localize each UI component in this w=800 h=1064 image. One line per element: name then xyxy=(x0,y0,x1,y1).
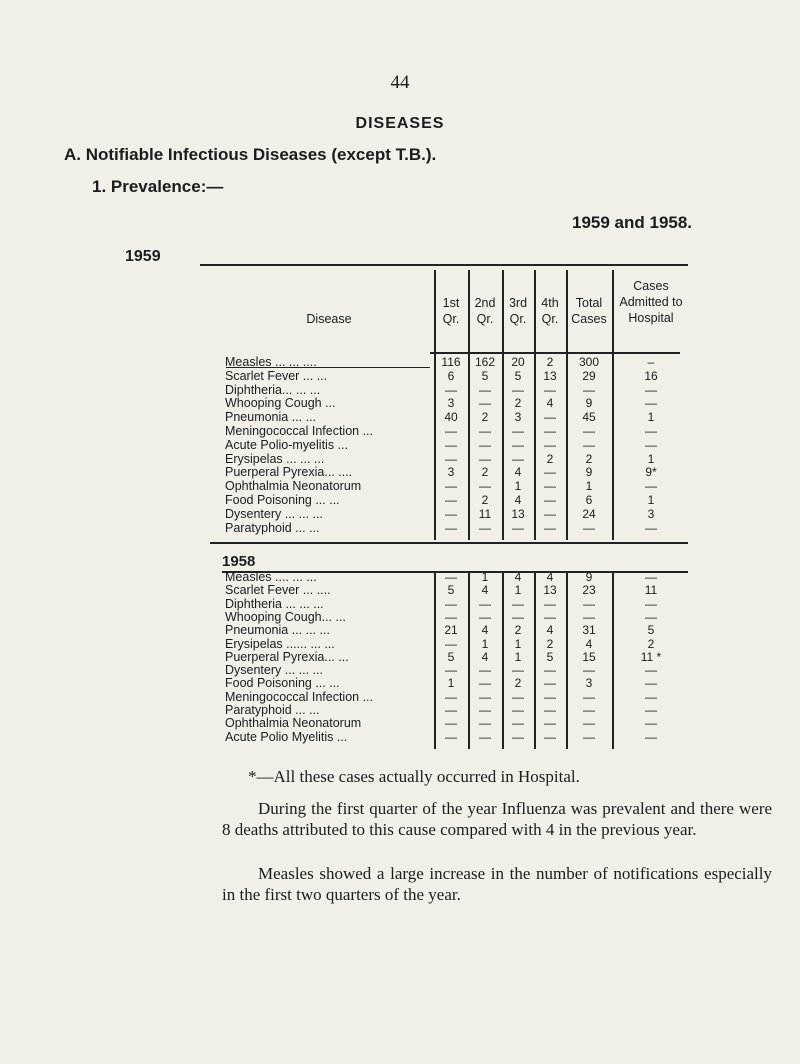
row-1959-hospital: — xyxy=(645,437,657,452)
row-1958-hospital: 5 xyxy=(647,623,655,638)
row-1959-q3: — xyxy=(512,437,524,452)
row-1959-q3: 1 xyxy=(514,479,522,494)
row-1958-hospital: — xyxy=(645,703,657,717)
row-1958-total: 23 xyxy=(582,583,596,598)
row-1959-q4: — xyxy=(544,410,556,425)
row-1958-q4: — xyxy=(544,716,556,731)
row-1959-total: — xyxy=(583,382,595,397)
row-1959-disease: Meningococcal Infection ... xyxy=(225,424,373,438)
row-1959-q1: — xyxy=(445,479,457,494)
row-1958-total: 31 xyxy=(582,623,596,638)
row-1959-total: 2 xyxy=(585,451,593,466)
row-1959-hospital: 1 xyxy=(647,410,655,425)
header-total: Total Cases xyxy=(571,296,607,326)
row-1958-q3: 1 xyxy=(514,636,522,651)
row-1958-q4: 5 xyxy=(546,649,554,664)
years-caption: 1959 and 1958. xyxy=(572,213,693,232)
row-1959-disease: Paratyphoid ... ... xyxy=(225,520,320,535)
row-1959-q2: 2 xyxy=(481,465,489,480)
year-1958-label: 1958 xyxy=(222,553,256,570)
row-1958-q4: — xyxy=(544,609,556,624)
row-1959-hospital: — xyxy=(645,424,657,438)
row-1958-total: 4 xyxy=(585,636,593,651)
row-1958-q1: — xyxy=(445,609,457,624)
row-1959-hospital: 16 xyxy=(644,368,658,383)
row-1959-hospital: — xyxy=(645,479,657,494)
row-1958-q3: — xyxy=(512,729,524,744)
row-1958-q3: — xyxy=(512,663,524,678)
row-1959-q2: 162 xyxy=(474,355,496,369)
row-1959-q3: 13 xyxy=(511,506,525,521)
row-1958-q4: 4 xyxy=(546,623,554,638)
row-1958-disease: Diphtheria ... ... ... xyxy=(225,596,324,611)
row-1959-disease: Scarlet Fever ... ... xyxy=(225,368,328,383)
row-1958-q2: — xyxy=(479,716,491,731)
row-1958-total: 9 xyxy=(585,570,593,584)
row-1959-q1: — xyxy=(445,437,457,452)
row-1958-total: 3 xyxy=(585,676,593,691)
row-1959-q4: 2 xyxy=(546,355,554,369)
row-1959-disease: Ophthalmia Neonatorum xyxy=(225,479,362,494)
row-1958-q3: 1 xyxy=(514,583,522,598)
row-1959-total: 6 xyxy=(585,493,593,507)
row-1958-q1: 21 xyxy=(444,623,458,638)
row-1958-hospital: — xyxy=(645,689,657,704)
row-1959-q3: — xyxy=(512,382,524,397)
row-1958-q2: — xyxy=(479,596,491,611)
row-1959-q2: — xyxy=(479,424,491,438)
header-q4: 4th Qr. xyxy=(541,296,559,326)
row-1958-disease: Scarlet Fever ... .... xyxy=(225,583,331,598)
row-1959-total: 300 xyxy=(578,355,600,369)
row-1958-hospital: 11 * xyxy=(640,649,662,664)
row-1959-q4: 4 xyxy=(546,396,554,411)
row-1959-q4: — xyxy=(544,506,556,521)
row-1959-q2: — xyxy=(479,396,491,411)
row-1958-q2: 4 xyxy=(481,623,489,638)
row-1958-q4: — xyxy=(544,676,556,691)
row-1959-disease: Measles ... ... .... xyxy=(225,355,317,369)
row-1958-q3: — xyxy=(512,609,524,624)
row-1959-q3: 5 xyxy=(514,368,522,383)
row-1959-q4: — xyxy=(544,479,556,494)
row-1958-total: — xyxy=(583,689,595,704)
row-1959-total: 9 xyxy=(585,465,593,480)
row-1959-q1: — xyxy=(445,520,457,535)
table-top-rule xyxy=(200,264,688,266)
row-1958-q4: 2 xyxy=(546,636,554,651)
row-1958-total: — xyxy=(583,663,595,678)
row-1958-q1: — xyxy=(445,729,457,744)
row-1959-q3: 4 xyxy=(514,493,522,507)
row-1958-q2: — xyxy=(479,676,491,691)
row-1958-q4: — xyxy=(544,596,556,611)
row-1958-q2: — xyxy=(479,663,491,678)
row-1958-q3: 2 xyxy=(514,676,522,691)
row-1959-q1: — xyxy=(445,451,457,466)
row-1958-q2: — xyxy=(479,729,491,744)
row-1959-q3: 2 xyxy=(514,396,522,411)
row-1959-q2: — xyxy=(479,382,491,397)
row-1959-q1: 3 xyxy=(447,396,455,411)
row-1958-q4: — xyxy=(544,663,556,678)
row-1959-q1: 6 xyxy=(447,368,455,383)
row-1959-total: — xyxy=(583,424,595,438)
header-q3: 3rd Qr. xyxy=(508,296,528,326)
header-q1: 1st Qr. xyxy=(442,296,460,326)
row-1958-hospital: — xyxy=(645,716,657,731)
row-1958-q4: — xyxy=(544,729,556,744)
row-1958-q2: — xyxy=(479,703,491,717)
row-1959-hospital: – xyxy=(647,355,655,369)
row-1958-hospital: — xyxy=(645,729,657,744)
row-1959-total: 1 xyxy=(585,479,593,494)
row-1958-disease: Puerperal Pyrexia... ... xyxy=(225,649,349,664)
row-1958-total: — xyxy=(583,716,595,731)
row-1959-total: 24 xyxy=(582,506,596,521)
row-1958-total: — xyxy=(583,596,595,611)
row-1958-q1: — xyxy=(445,636,457,651)
row-1959-q3: — xyxy=(512,451,524,466)
header-q2: 2nd Qr. xyxy=(474,296,496,326)
row-1959-hospital: 9* xyxy=(645,465,657,480)
section-1958-top-rule xyxy=(210,542,688,544)
section-1-heading: 1. Prevalence:— xyxy=(92,177,224,196)
row-1959-q1: — xyxy=(445,493,457,507)
paragraph-influenza: During the first quarter of the year Influenza was prevalent and there were 8 deaths attributed to this cause compared with 4 in the previous year. xyxy=(222,799,772,839)
row-1959-q4: — xyxy=(544,382,556,397)
row-1959-disease: Diphtheria... ... ... xyxy=(225,382,321,397)
row-1959-q4: — xyxy=(544,465,556,480)
row-1959-q1: 40 xyxy=(444,410,458,425)
row-1958-disease: Erysipelas ...... ... ... xyxy=(225,636,335,651)
row-1958-disease: Dysentery ... ... ... xyxy=(225,663,323,678)
row-1959-q3: — xyxy=(512,424,524,438)
year-1959-label: 1959 xyxy=(125,248,161,265)
paragraph-measles: Measles showed a large increase in the number of notifications especially in the first two quarters of the year. xyxy=(222,864,772,904)
row-1958-q3: — xyxy=(512,689,524,704)
row-1959-disease: Erysipelas ... ... ... xyxy=(225,451,325,466)
row-1959-disease: Dysentery ... ... ... xyxy=(225,506,323,521)
row-1958-q1: 5 xyxy=(447,583,455,598)
row-1958-total: — xyxy=(583,729,595,744)
row-1958-hospital: 11 xyxy=(644,583,658,598)
row-1959-q4: 13 xyxy=(543,368,557,383)
row-1959-q4: — xyxy=(544,424,556,438)
row-1959-q4: 2 xyxy=(546,451,554,466)
row-1958-q1: 1 xyxy=(447,676,455,691)
row-1959-disease: Puerperal Pyrexia... .... xyxy=(225,465,353,480)
row-1958-q4: — xyxy=(544,703,556,717)
row-1959-q1: 116 xyxy=(441,355,461,369)
row-1958-disease: Ophthalmia Neonatorum xyxy=(225,716,362,731)
row-1959-q1: — xyxy=(445,506,457,521)
row-1958-disease: Acute Polio Myelitis ... xyxy=(225,729,348,744)
row-1959-q1: 3 xyxy=(447,465,455,480)
row-1958-total: 15 xyxy=(582,649,596,664)
row-1958-q2: 1 xyxy=(481,636,489,651)
row-1958-disease: Food Poisoning ... ... xyxy=(225,676,340,691)
row-1958-q1: 5 xyxy=(447,649,455,664)
row-1958-q1: — xyxy=(445,570,457,584)
row-1959-disease: Pneumonia ... ... xyxy=(225,410,317,425)
row-1959-q1: — xyxy=(445,424,457,438)
row-1959-q4: — xyxy=(544,437,556,452)
row-1958-disease: Measles .... ... ... xyxy=(225,570,317,584)
row-1958-hospital: 2 xyxy=(647,636,655,651)
row-1959-total: 9 xyxy=(585,396,593,411)
row-1958-q3: 2 xyxy=(514,623,522,638)
footnote: *—All these cases actually occurred in Hospital. xyxy=(248,767,580,786)
row-1959-hospital: — xyxy=(645,382,657,397)
row-1958-q1: — xyxy=(445,663,457,678)
row-1958-q2: 4 xyxy=(481,583,489,598)
row-1958-disease: Whooping Cough... ... xyxy=(225,609,346,624)
row-1958-q3: 4 xyxy=(514,570,522,584)
row-1958-q1: — xyxy=(445,716,457,731)
row-1958-q3: 1 xyxy=(514,649,522,664)
row-1958-q4: 13 xyxy=(543,583,557,598)
row-1959-disease: Acute Polio-myelitis ... xyxy=(225,437,348,452)
row-1958-q2: 4 xyxy=(481,649,489,664)
row-1958-hospital: — xyxy=(645,609,657,624)
row-1959-q2: 2 xyxy=(481,410,489,425)
row-1958-q2: — xyxy=(479,689,491,704)
row-1958-disease: Pneumonia ... ... ... xyxy=(225,623,330,638)
row-1959-q2: — xyxy=(479,451,491,466)
row-1959-total: — xyxy=(583,520,595,535)
row-1958-total: — xyxy=(583,703,595,717)
page-number: 44 xyxy=(390,72,410,93)
row-1958-q2: 1 xyxy=(481,570,489,584)
row-1959-disease: Whooping Cough ... xyxy=(225,396,336,411)
row-1959-q2: 2 xyxy=(481,493,489,507)
row-1959-q3: 4 xyxy=(514,465,522,480)
row-1958-q4: 4 xyxy=(546,570,554,584)
header-hospital: Cases Admitted to Hospital xyxy=(619,279,683,325)
row-1958-q1: — xyxy=(445,703,457,717)
row-1959-hospital: — xyxy=(645,396,657,411)
row-1959-q3: 20 xyxy=(511,355,525,369)
row-1959-q4: — xyxy=(544,493,556,507)
row-1959-q4: — xyxy=(544,520,556,535)
row-1958-q3: — xyxy=(512,596,524,611)
row-1959-hospital: 1 xyxy=(647,493,655,507)
row-1958-hospital: — xyxy=(645,596,657,611)
row-1959-total: 29 xyxy=(582,368,596,383)
row-1958-q1: — xyxy=(445,596,457,611)
row-1958-hospital: — xyxy=(645,676,657,691)
row-1959-total: 45 xyxy=(582,410,596,425)
row-1959-q3: — xyxy=(512,520,524,535)
row-1959-total: — xyxy=(583,437,595,452)
row-1958-disease: Meningococcal Infection ... xyxy=(225,689,373,704)
row-1959-q1: — xyxy=(445,382,457,397)
row-1959-q3: 3 xyxy=(514,410,522,425)
row-1958-hospital: — xyxy=(645,570,657,584)
row-1959-q2: 11 xyxy=(478,506,492,521)
row-1959-hospital: 1 xyxy=(647,451,655,466)
row-1958-q1: — xyxy=(445,689,457,704)
row-1958-q3: — xyxy=(512,716,524,731)
row-1958-q3: — xyxy=(512,703,524,717)
row-1959-q2: — xyxy=(479,479,491,494)
row-1958-q4: — xyxy=(544,689,556,704)
page-title: DISEASES xyxy=(355,115,445,132)
row-1958-q2: — xyxy=(479,609,491,624)
row-1959-q2: — xyxy=(479,437,491,452)
row-1959-hospital: 3 xyxy=(647,506,655,521)
section-a-heading: A. Notifiable Infectious Diseases (except T.B.). xyxy=(64,145,437,164)
header-disease: Disease xyxy=(306,312,352,326)
row-1958-disease: Paratyphoid ... ... xyxy=(225,703,320,717)
row-1959-q2: 5 xyxy=(481,368,489,383)
row-1959-q2: — xyxy=(479,520,491,535)
row-1959-hospital: — xyxy=(645,520,657,535)
row-1958-total: — xyxy=(583,609,595,624)
row-1959-disease: Food Poisoning ... ... xyxy=(225,493,340,507)
row-1958-hospital: — xyxy=(645,663,657,678)
